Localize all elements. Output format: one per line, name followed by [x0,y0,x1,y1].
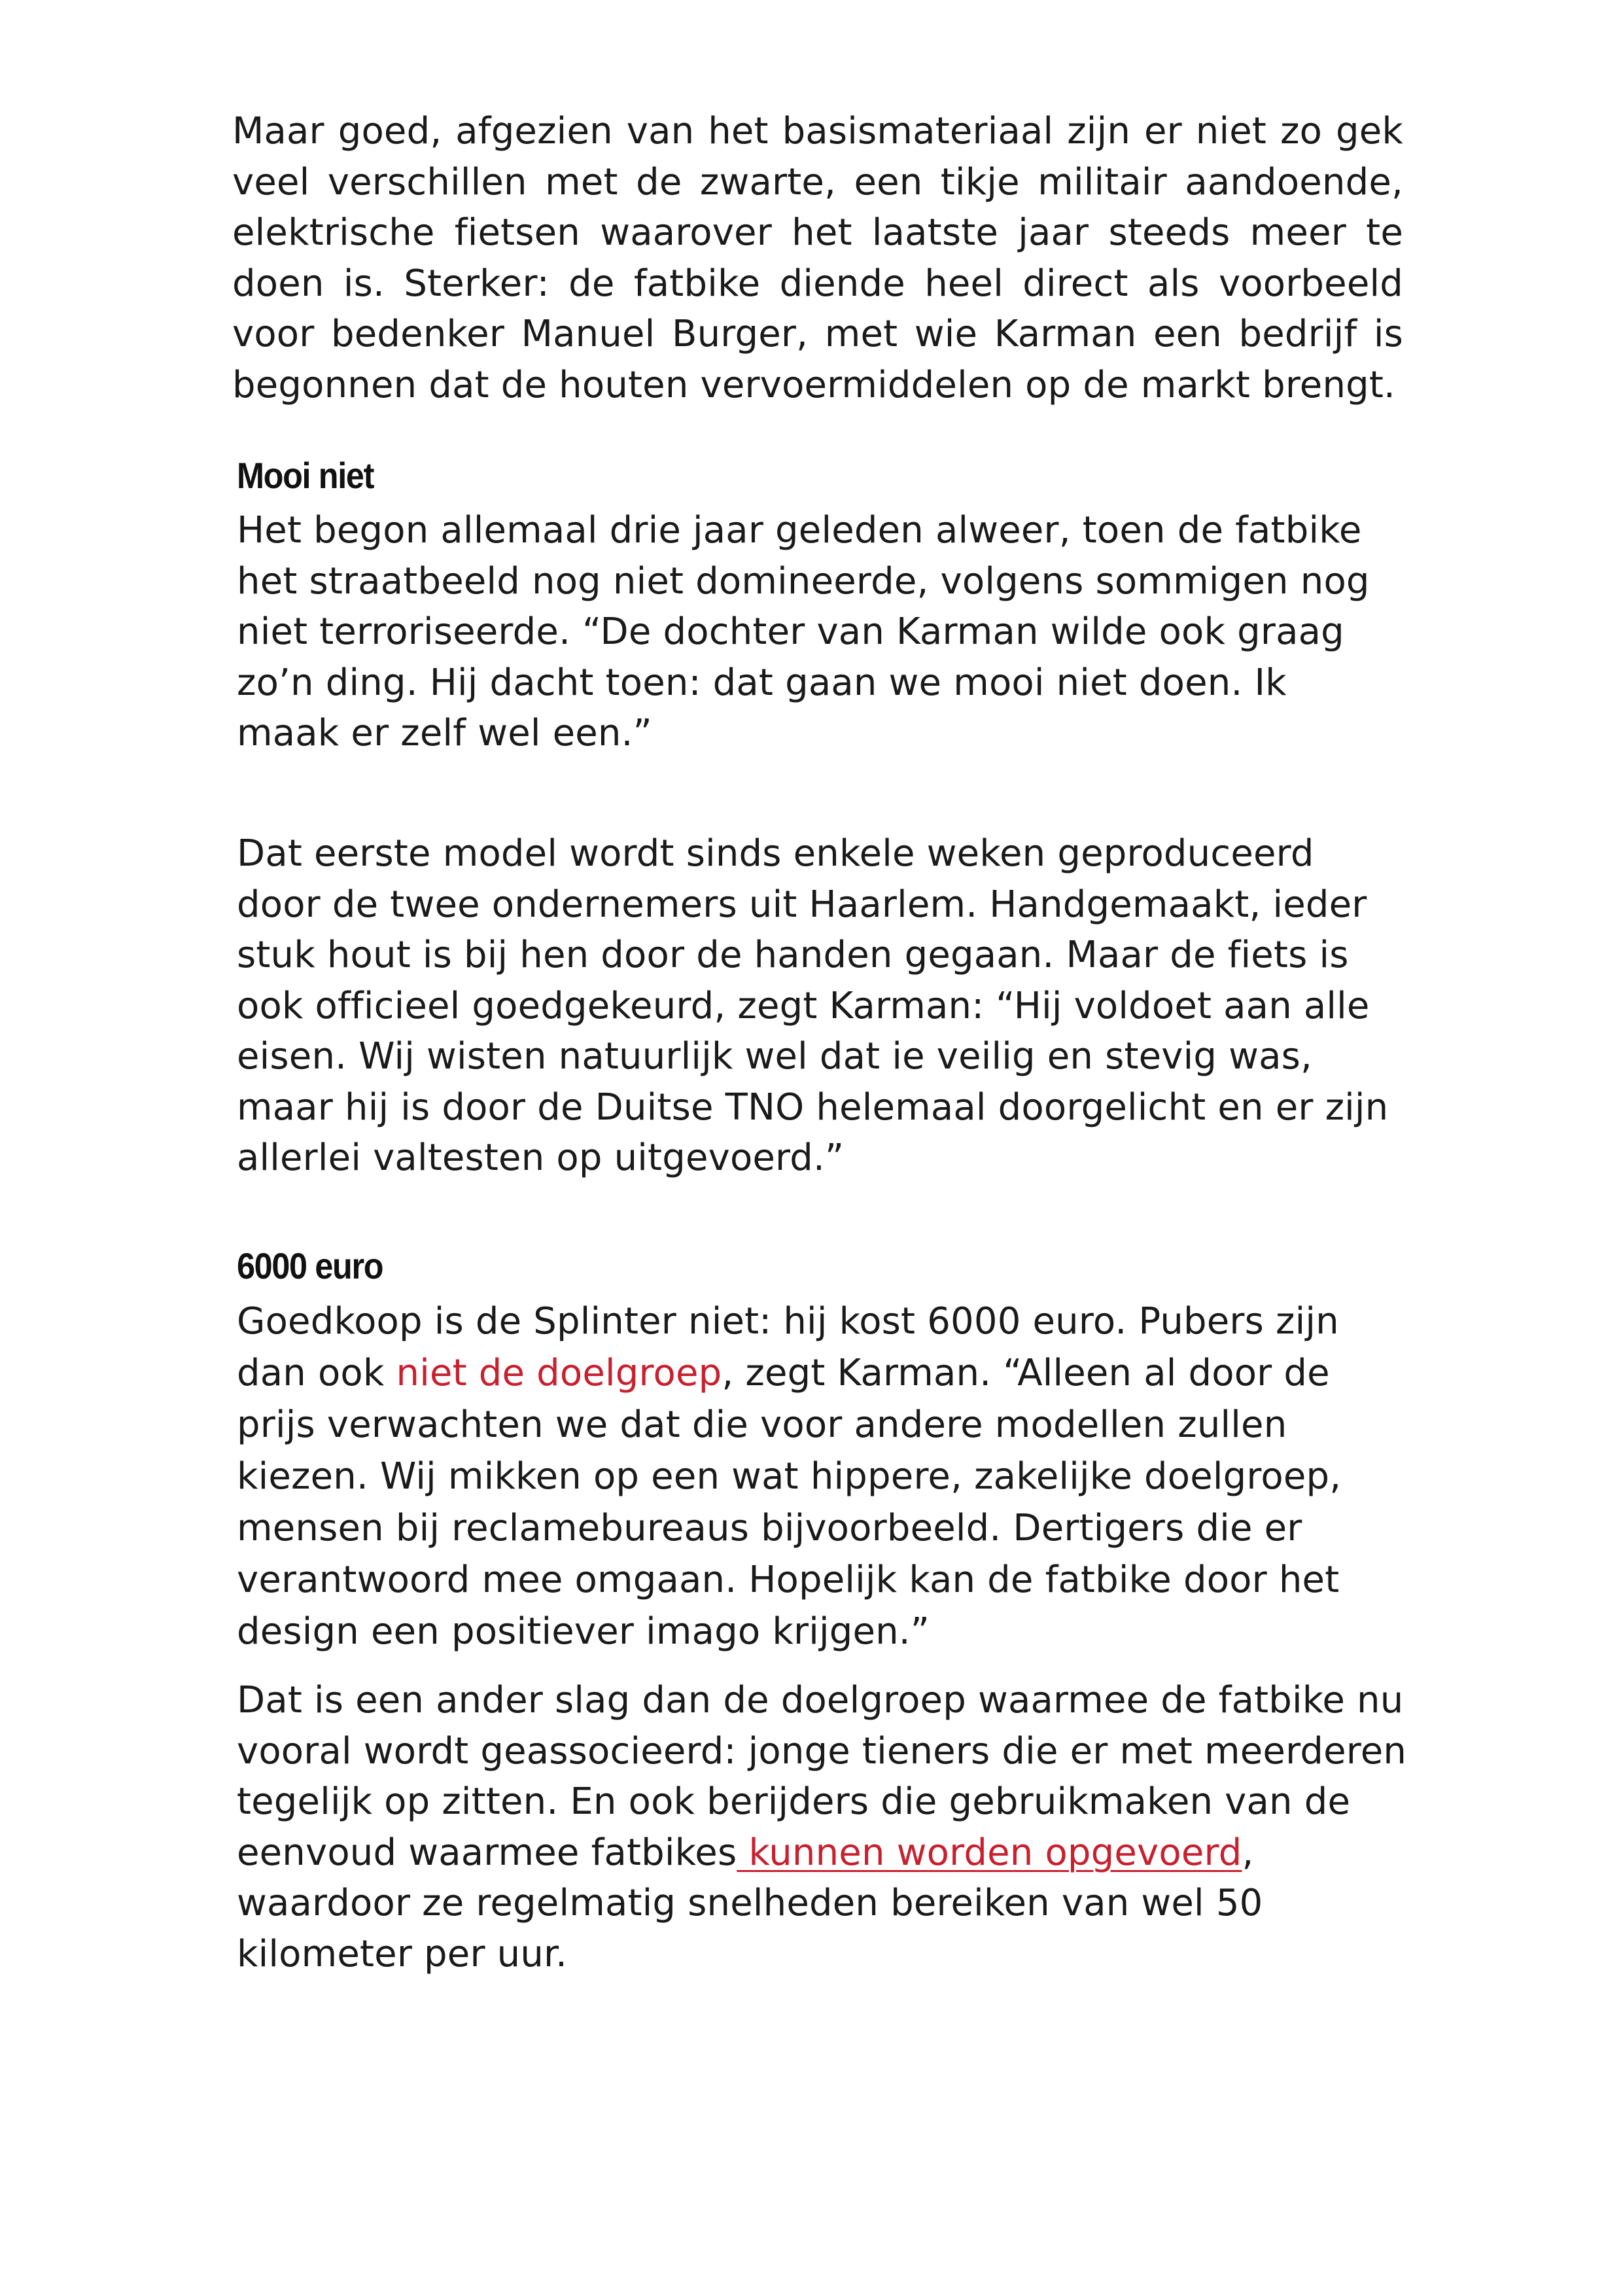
paragraph-text-segment: , waardoor ze regelmatig snelheden bereiken van wel 50 kilometer per uur. [237,1831,1263,1975]
paragraph-text-segment: Goedkoop is de Splinter niet: hij kost 6000 euro. Pubers zijn dan ook [237,1300,1339,1394]
paragraph-origin-story: Het begon allemaal drie jaar geleden alweer, toen de fatbike het straatbeeld nog niet domineerde, volgens sommigen nog niet terroriseerde. “De dochter van Karman wilde ook graag zo’n ding. Hij dacht toen: dat gaan we mooi niet doen. Ik maak er zelf wel een.” [237,509,1370,754]
section-heading-mooi-niet: Mooi niet [237,455,374,496]
link-niet-de-doelgroep[interactable]: niet de doelgroep [396,1352,722,1394]
link-kunnen-worden-opgevoerd[interactable]: kunnen worden opgevoerd [737,1831,1242,1874]
paragraph-price-target-group [237,1296,1388,1657]
section-heading-price: 6000 euro [237,1245,383,1286]
paragraph-text-segment: Dat is een ander slag dan de doelgroep waarmee de fatbike nu vooral wordt geassocieerd: jonge tieners die er met meerderen tegelijk op zitten. En ook berijders die gebruikmaken van de eenvoud waarmee fatbikes [237,1679,1407,1874]
paragraph-intro: Maar goed, afgezien van het basismateriaal zijn er niet zo gek veel verschillen met de zwarte, een tikje militair aandoende, elektrische fietsen waarover het laatste jaar steeds meer te doen is. Sterker: de fatbike diende heel direct als voorbeeld voor bedenker Manuel Burger, met wie Karman een bedrijf is begonnen dat de houten vervoermiddelen op de markt brengt. [232,110,1403,406]
paragraph-production: Dat eerste model wordt sinds enkele weken geproduceerd door de twee ondernemers uit Haarlem. Handgemaakt, ieder stuk hout is bij hen door de handen gegaan. Maar de fiets is ook officieel goedgekeurd, zegt Karman: “Hij voldoet aan alle eisen. Wij wisten natuurlijk wel dat ie veilig en stevig was, maar hij is door de Duitse TNO helemaal doorgelicht en er zijn allerlei valtesten op uitgevoerd.” [237,832,1389,1179]
paragraph-current-users [237,1675,1427,1979]
paragraph-text-segment: , zegt Karman. “Alleen al door de prijs verwachten we dat die voor andere modellen zullen kiezen. Wij mikken op een wat hippere, zakelijke doelgroep, mensen bij reclamebureaus bijvoorbeeld. Dertigers die er verantwoord mee omgaan. Hopelijk kan de fatbike door het design een positiever imago krijgen.” [237,1352,1342,1653]
